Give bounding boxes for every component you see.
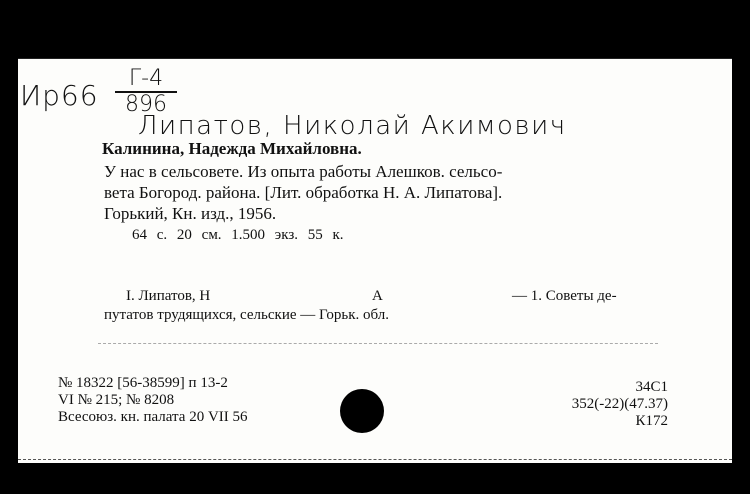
tracing-row	[126, 287, 686, 306]
tracing-initial: А	[372, 288, 383, 304]
shelfmark-fraction	[114, 67, 178, 117]
description-line: Горький, Кн. изд., 1956.	[104, 204, 277, 223]
title-description	[104, 161, 502, 224]
registration-line: № 18322 [56-38599] п 13-2	[58, 375, 228, 391]
catalog-card	[18, 58, 732, 463]
classification-line: 34С1	[635, 379, 668, 395]
shelfmark-fraction-top: Г-4	[128, 66, 164, 91]
subject-tracings	[104, 287, 686, 325]
shelfmark-code: Ир66	[20, 79, 99, 112]
classification-line: 352(-22)(47.37)	[571, 396, 668, 412]
divider	[98, 343, 658, 344]
author-heading: Калинина, Надежда Михайловна.	[102, 139, 362, 158]
card-bottom-edge	[18, 459, 732, 460]
registration-line: VI № 215; № 8208	[58, 392, 175, 408]
handwritten-author: Липатов, Николай Акимович	[138, 111, 567, 141]
classification-codes	[572, 379, 668, 430]
shelfmark-fraction-bottom: 896	[125, 92, 167, 117]
description-line: У нас в сельсовете. Из опыта работы Алешков. сельсо-	[104, 162, 503, 181]
tracing-continuation: путатов трудящихся, сельские — Горьк. обл.	[104, 307, 389, 323]
physical-description: 64 с. 20 см. 1.500 экз. 55 к.	[132, 227, 344, 243]
tracing-subject: — 1. Советы де-	[512, 288, 617, 304]
registration-numbers	[58, 375, 248, 426]
punch-hole	[340, 389, 384, 433]
tracing-added-entry: I. Липатов, Н	[126, 288, 211, 304]
classification-line: К172	[635, 413, 668, 429]
description-line: вета Богород. района. [Лит. обработка Н. А. Липатова].	[104, 183, 503, 202]
registration-line: Всесоюз. кн. палата 20 VII 56	[58, 409, 248, 425]
